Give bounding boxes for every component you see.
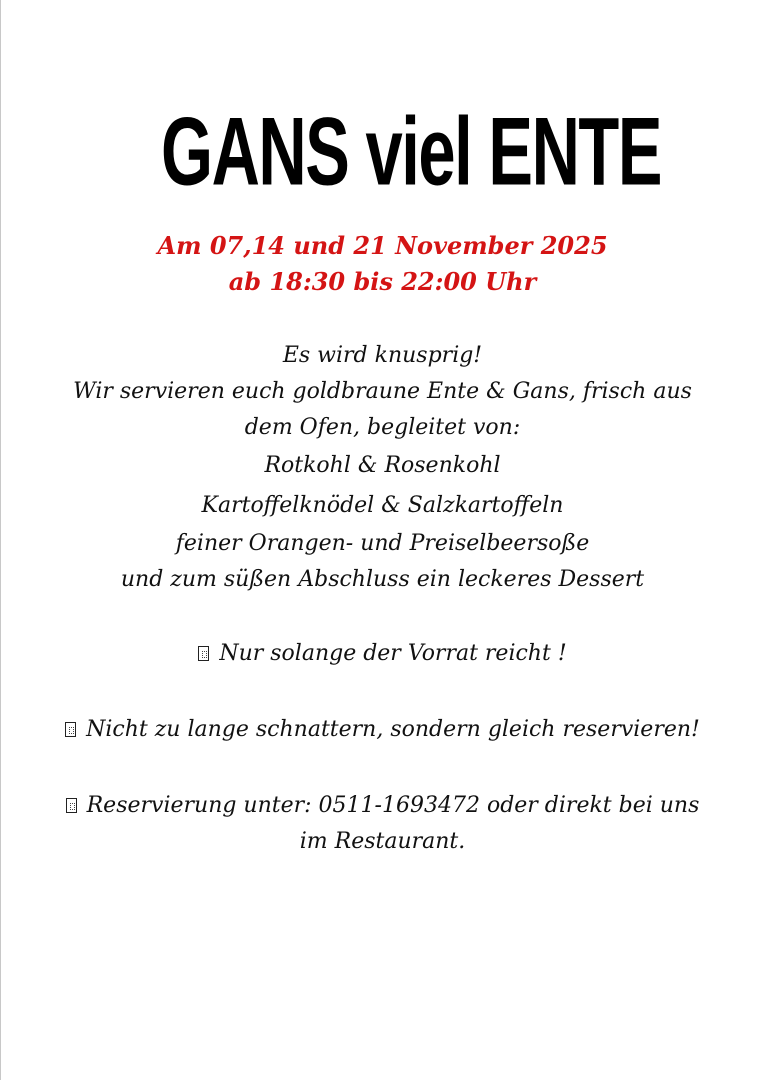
- menu-item: und zum süßen Abschluss ein leckeres Dessert: [120, 567, 645, 592]
- dates-line-1: Am 07,14 und 21 November 2025: [157, 231, 608, 260]
- event-dates: [1, 228, 763, 300]
- intro-line-1: Es wird knusprig!: [282, 343, 483, 368]
- note-supply-text: Nur solange der Vorrat reicht !: [219, 641, 567, 666]
- missing-glyph-icon: [65, 722, 76, 737]
- note-contact-text: Reservierung unter: 0511-1693472 oder direkt bei uns: [86, 793, 700, 818]
- dates-line-2: ab 18:30 bis 22:00 Uhr: [228, 267, 537, 296]
- flyer-body: [1, 338, 763, 860]
- missing-glyph-icon: [66, 798, 77, 813]
- spacer: [1, 672, 763, 712]
- title-banner: [1, 50, 763, 200]
- missing-glyph-icon: [198, 646, 209, 661]
- page-title: GANS viel ENTE: [161, 97, 661, 200]
- spacer: [1, 748, 763, 788]
- note-reserve: [1, 712, 763, 748]
- spacer: [1, 598, 763, 636]
- intro-line-2: Wir servieren euch goldbraune Ente & Gans, frisch aus: [73, 379, 692, 404]
- title-svg: [1, 50, 763, 200]
- menu-item: feiner Orangen- und Preiselbeersoße: [175, 531, 590, 556]
- menu-item: Kartoffelknödel & Salzkartoffeln: [201, 493, 564, 518]
- note-supply: [1, 636, 763, 672]
- note-contact: [1, 788, 763, 824]
- note-reserve-text: Nicht zu lange schnattern, sondern gleich reservieren!: [86, 717, 700, 742]
- intro-line-3: dem Ofen, begleitet von:: [244, 415, 521, 440]
- note-contact-line-2: im Restaurant.: [299, 829, 466, 854]
- menu-item: Rotkohl & Rosenkohl: [264, 453, 501, 478]
